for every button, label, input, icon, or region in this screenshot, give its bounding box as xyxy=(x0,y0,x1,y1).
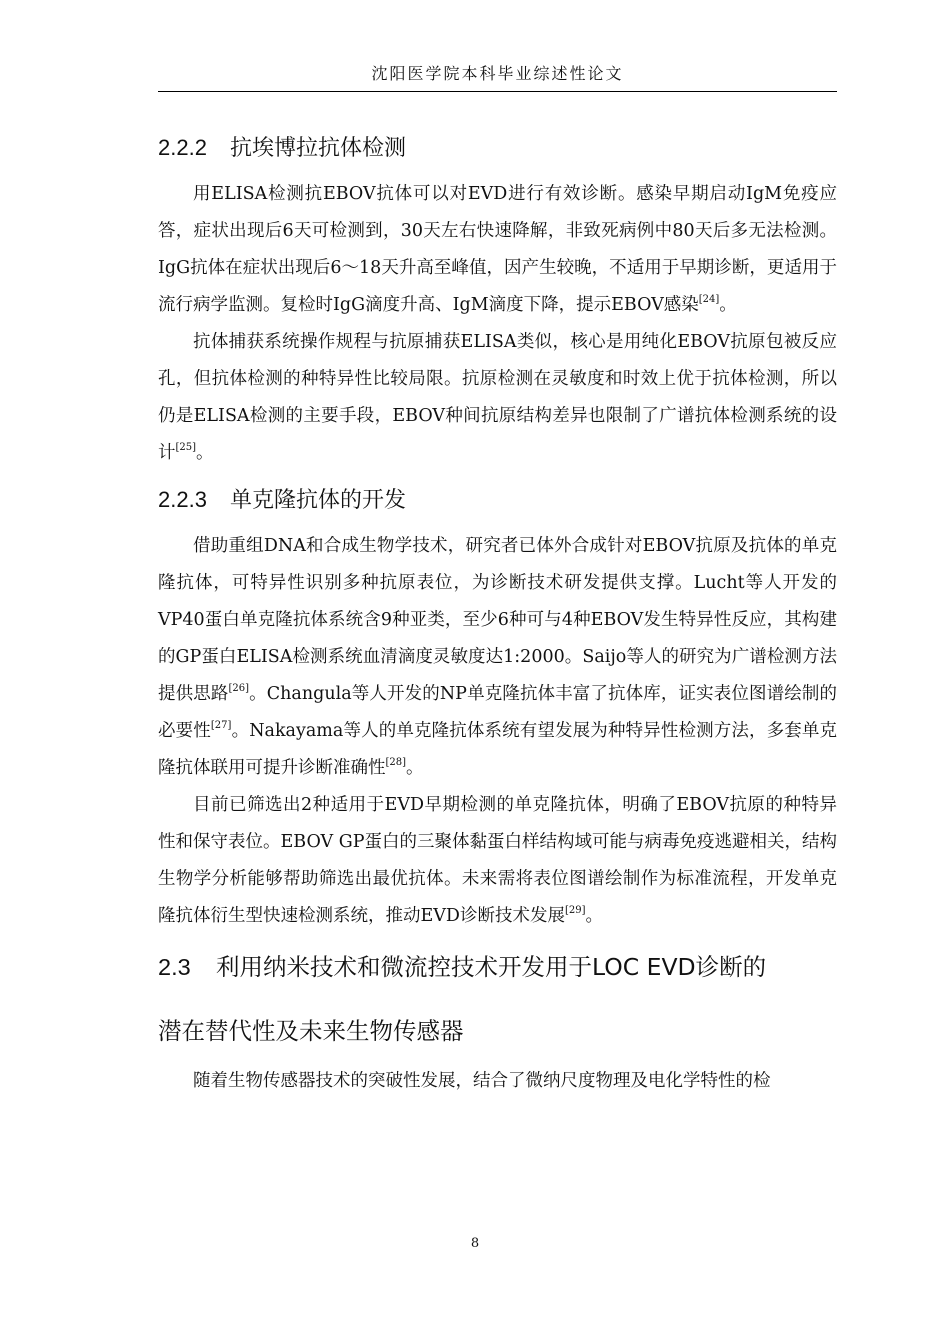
citation: [27] xyxy=(210,720,232,731)
paragraph-text: 抗体捕获系统操作规程与抗原捕获ELISA类似，核心是用纯化EBOV抗原包被反应孔，但抗体检测的种特异性比较局限。抗原检测在灵敏度和时效上优于抗体检测，所以仍是ELISA检测的主要手段，EBOV种间抗原结构差异也限制了广谱抗体检测系统的设计 xyxy=(158,332,837,463)
paragraph-text: 。Changula等人开发的NP单克隆抗体丰富了抗体库，证实表位图谱绘制的必要性 xyxy=(158,684,837,741)
paragraph xyxy=(158,1063,837,1100)
paragraph-text: 用ELISA检测抗EBOV抗体可以对EVD进行有效诊断。感染早期启动IgM免疫应答，症状出现后6天可检测到，30天左右快速降解，非致死病例中80天后多无法检测。IgG抗体在症状出现后6～18天升高至峰值，因产生较晚，不适用于早期诊断，更适用于流行病学监测。复检时IgG滴度升高、IgM滴度下降，提示EBOV感染 xyxy=(158,184,837,315)
heading-title-line1: 利用纳米技术和微流控技术开发用于LOC EVD诊断的 xyxy=(216,953,767,981)
heading-title-line2: 潜在替代性及未来生物传感器 xyxy=(158,1017,464,1045)
paragraph xyxy=(158,528,837,787)
heading-title: 单克隆抗体的开发 xyxy=(230,488,407,513)
citation: [25] xyxy=(175,442,197,453)
heading-2-3 xyxy=(158,935,837,1063)
citation: [24] xyxy=(698,294,720,305)
paragraph xyxy=(158,787,837,935)
heading-title: 抗埃博拉抗体检测 xyxy=(230,136,407,161)
heading-number: 2.2.2 xyxy=(158,135,207,160)
paragraph-end: 。 xyxy=(585,906,603,926)
heading-number: 2.3 xyxy=(158,954,191,980)
paragraph-text: 目前已筛选出2种适用于EVD早期检测的单克隆抗体，明确了EBOV抗原的种特异性和保守表位。EBOV GP蛋白的三聚体黏蛋白样结构域可能与病毒免疫逃避相关，结构生物学分析能够帮助筛选出最优抗体。未来需将表位图谱绘制作为标准流程，开发单克隆抗体衍生型快速检测系统，推动EVD诊断技术发展 xyxy=(158,795,837,926)
page-body xyxy=(158,120,837,1100)
heading-2-2-3 xyxy=(158,472,837,528)
citation: [29] xyxy=(564,905,586,916)
header-rule xyxy=(158,91,837,92)
paragraph-end: 。 xyxy=(406,758,424,778)
paragraph-text: 随着生物传感器技术的突破性发展，结合了微纳尺度物理及电化学特性的检 xyxy=(193,1071,771,1091)
paragraph xyxy=(158,324,837,472)
paragraph-text: 借助重组DNA和合成生物学技术，研究者已体外合成针对EBOV抗原及抗体的单克隆抗体，可特异性识别多种抗原表位，为诊断技术研发提供支撑。Lucht等人开发的VP40蛋白单克隆抗体系统含9种亚类，至少6种可与4种EBOV发生特异性反应，其构建的GP蛋白ELISA检测系统血清滴度灵敏度达1:2000。Saijo等人的研究为广谱检测方法提供思路 xyxy=(158,536,837,704)
paragraph-text: 。Nakayama等人的单克隆抗体系统有望发展为种特异性检测方法，多套单克隆抗体联用可提升诊断准确性 xyxy=(158,721,838,778)
running-header: 沈阳医学院本科毕业综述性论文 xyxy=(371,64,624,83)
paragraph-end: 。 xyxy=(719,295,737,315)
citation: [28] xyxy=(385,757,407,768)
heading-number: 2.2.3 xyxy=(158,487,207,512)
paragraph-end: 。 xyxy=(196,443,214,463)
paragraph xyxy=(158,176,837,324)
citation: [26] xyxy=(228,683,250,694)
heading-2-2-2 xyxy=(158,120,837,176)
page-number: 8 xyxy=(470,1236,480,1251)
